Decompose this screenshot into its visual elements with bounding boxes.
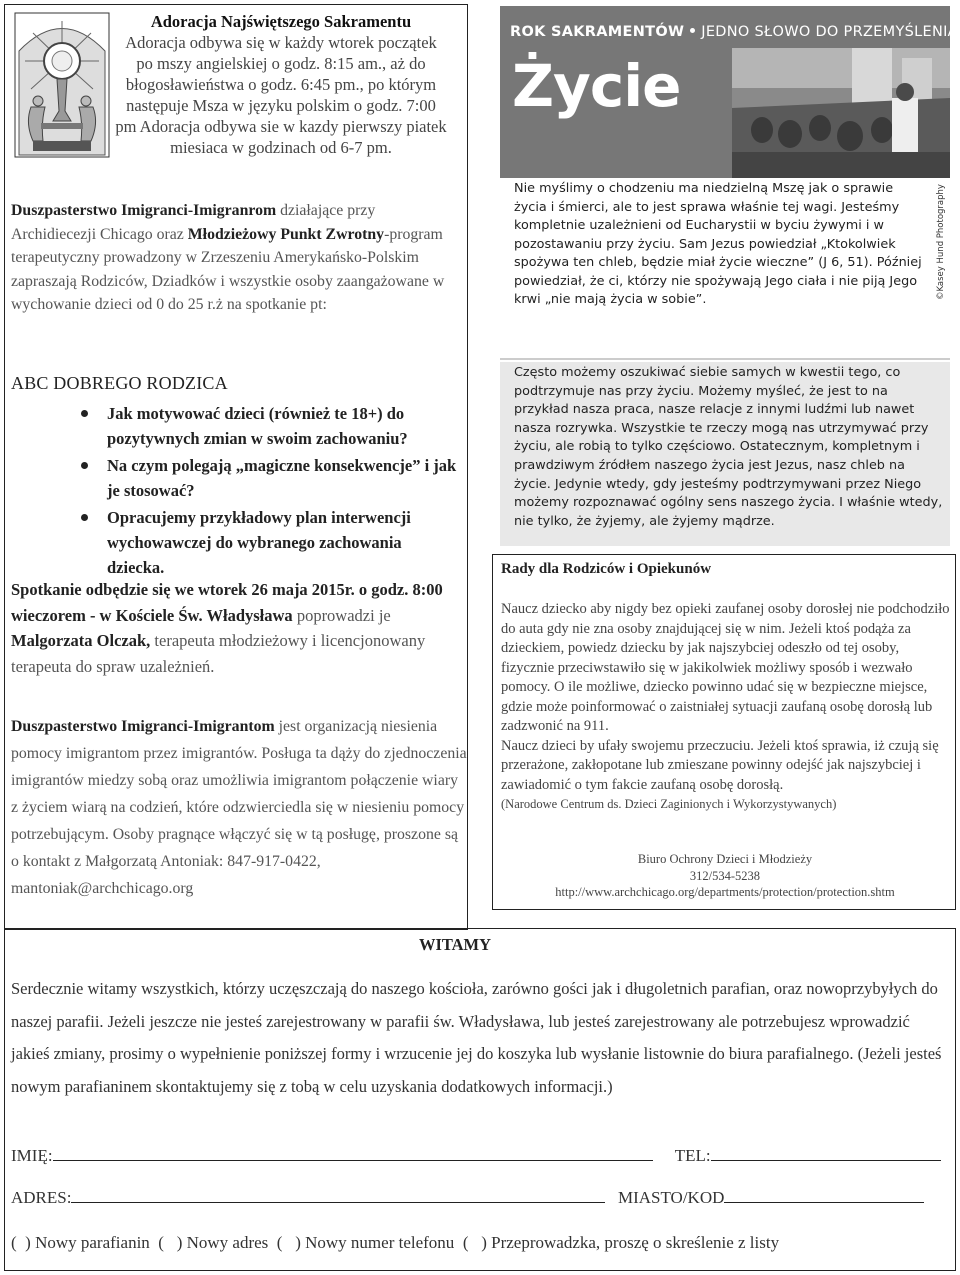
office-name: Biuro Ochrony Dzieci i Młodzieży [637,852,813,866]
option-label: Przeprowadzka, proszę o skreślenie z listy [491,1233,780,1252]
ministry2-name: Duszpasterstwo Imigranci-Imigrantom [11,718,275,735]
ministry-name: Duszpasterstwo Imigranci-Imigranrom [11,202,277,219]
welcome-title: WITAMY [418,935,492,954]
church-photo [732,48,950,178]
series-label: ROK SAKRAMENTÓW [510,24,685,40]
welcome-text: Serdecznie witamy wszystkich, którzy uczęszczają do naszego kościoła, zarówno gości jak i długoletnich parafian, oraz nowoprzybyłych do naszej parafii. Jeżeli jeszcze nie jesteś zarejestrowany w parafii św. Władysława, lub jesteś zarejestrowany ale potrzebujesz wprowadzić jakieś zmiany, prosimy o wypełnienie poniższej formy i wrzucenie jej do koszyka lub wysłanie listownie do biura parafialnego. (Jeżeli jesteś nowym parafianinem skontaktujemy się z tobą w celu uzyskania dodatkowych informacji.) [11,979,942,1096]
option-moving[interactable]: ( ) Przeprowadzka, proszę o skreślenie z listy [458,1233,780,1252]
form-row-name [11,1145,941,1166]
advice-paragraph: Naucz dzieci by ufały swojemu przeczuciu. Jeżeli ktoś sprawia, iż czują się przerażone, zakłopotane lub zmieszane powinny odejść jak najszybciej i zawiadomić o tym fakcie zaufaną osobę dorosłą. [501,737,939,793]
meeting-date: Spotkanie odbędzie się we wtorek 26 maja 2015r. o godz. 8:00 wieczorem - w Kościele Św. Władysława [11,580,443,625]
insert-banner [500,6,958,178]
ministry-text-1: działające przy Archidiecezji Chicago oraz [11,202,376,243]
abc-topics-list [11,401,463,582]
option-new-parishioner[interactable]: ( ) Nowy parafianin [11,1233,150,1252]
ministry-text-2: -program terapeutyczny prowadzony w Zrzeszeniu Amerykańsko-Polskim zapraszają Rodziców, Dziadków i wszystkie osoby zaangażowane w wychowanie dzieci od 0 do 25 r.ż na spotkanie pt: [11,225,445,313]
topic-text: Na czym polegają „magiczne konsekwencje” i jak je stosować? [107,456,457,500]
form-row-options [11,1233,779,1253]
address-label: ADRES: [11,1188,72,1207]
series-subtitle: JEDNO SŁOWO DO PRZEMYŚLENIA [701,24,958,40]
office-phone: 312/534-5238 [689,868,761,883]
parent-advice-box [492,554,956,910]
welcome-box [4,928,956,1271]
advice-footer [493,851,957,901]
adoration-title: Adoracja Najświętszego Sakramentu [150,12,412,31]
option-label: Nowy parafianin [35,1233,150,1252]
name-label: IMIĘ: [11,1146,53,1165]
advice-paragraph: Naucz dziecko aby nigdy bez opieki zaufanej osoby dorosłej nie podchodziło do auta gdy nie zna osoby znajdującej się w nim. Jeżeli ktoś podąża za dzieckiem, powiedz dziecku by jak najszybciej odeszło od tej osoby, fizycznie przeciwstawiło się w jakikolwiek możliwy sposób i wezwało pomocy. O ile możliwe, dziecko powinno udać się w bezpieczne miejsce, gdzie może poinformować o zaistniałej sytuacji zaufaną osobę dorosłą lub zadzwonić na 911. [501,601,950,734]
advice-source: (Narodowe Centrum ds. Dzieci Zaginionych i Wykorzystywanych) [501,797,837,811]
ministry-announcement [11,199,463,317]
bulletin-insert [500,6,958,546]
photo-credit-text: ©Kasey Hund Photography [936,184,946,300]
option-new-address[interactable]: ( ) Nowy adres [154,1233,269,1252]
bullet-icon [81,462,88,469]
separator-dot-icon [690,28,695,33]
adoration-line: po mszy angielskiej o godz. 8:15 am., aż do [136,54,426,73]
meeting-text-1: poprowadzi je [292,605,391,625]
office-url: http://www.archchicago.org/departments/protection/protection.shtm [555,885,895,899]
meeting-details [11,577,463,679]
option-new-phone[interactable]: ( ) Nowy numer telefonu [272,1233,455,1252]
insert-paragraph-1a: Nie myślimy o chodzeniu ma niedzielną Mszę jak o sprawie życia i śmierci, ale to jest sprawa właśnie tej wagi. Jesteśmy kompletnie uzależnieni od Eucharystii w byciu żywymi i w pozostawaniu przy życiu. Sam Jezus powiedział „Ktokolwiek [514,181,900,252]
insert-paragraph-1 [514,180,922,310]
bullet-icon [81,410,88,417]
advice-title: Rady dla Rodziców i Opiekunów [501,561,712,577]
topic-text: Opracujemy przykładowy plan interwencji wychowawczej do wybranego zachowania dziecka. [107,508,411,577]
youth-center-name: Młodzieżowy Punkt Zwrotny [187,225,385,243]
insert-series [510,24,958,40]
meeting-text-2: terapeuta młodzieżowy i licencjonowany terapeuta do spraw uzależnień. [11,631,426,676]
advice-body [501,600,951,815]
ministry-info [11,713,467,902]
phone-label: TEL: [674,1146,711,1165]
adoration-notice [97,11,465,158]
list-item [11,401,463,451]
topic-text: Jak motywować dzieci (również te 18+) do pozytywnych zmian w swoim zachowaniu? [107,404,408,448]
adoration-line: miesiaca w godzinach od 6-7 pm. [170,138,392,157]
option-label: Nowy numer telefonu [305,1233,455,1252]
insert-paragraph-2: Często możemy oszukiwać siebie samych w kwestii tego, co podtrzymuje nas przy życiu. Możemy myśleć, że jest to na przykład nasza praca, nasze relacje z innymi ludźmi lub nawet nasza rozrywka. Wszystkie te rzeczy mogą nas utrzymywać przy życiu, ale robią to tylko częściowo. Ostatecznym, kompletnym i prawdziwym źródłem naszego życia jest Jezus, nasz chleb na życie. Jedynie wtedy, gdy jesteśmy podtrzymywani przez Niego możemy rozpoznawać ogólny sens naszego życia. I właśnie wtedy, nie tylko, że żyjemy, ale żyjemy mądrze. [500,362,950,546]
insert-title: Życie [512,52,681,120]
adoration-line: błogosławieństwa o godz. 6:45 pm., po którym [125,75,437,94]
phone-field[interactable] [711,1145,941,1161]
list-item [11,505,463,580]
city-label: MIASTO/KOD [617,1188,725,1207]
ministry2-text: jest organizacją niesienia pomocy imigrantom przez imigrantów. Posługa ta dąży do zjednoczenia imigrantów miedzy sobą oraz umożliwia imigrantom połączenie wiary z życiem wiarą na codzień, które odzwierciedla się w niesieniu pomocy potrzebującym. Osoby pragnące włączyć się w tą posługę, proszone są o kontakt z Małgorzatą Antoniak: 847-917-0422, mantoniak@archchicago.org [11,718,467,897]
adoration-line: następuje Msza w języku polskim o godz. 7:00 [126,96,436,115]
city-field[interactable] [724,1187,924,1203]
address-field[interactable] [71,1187,605,1203]
form-row-address [11,1187,924,1208]
left-column-box [4,4,468,930]
bullet-icon [81,514,88,521]
list-item [11,453,463,503]
abc-title: ABC DOBREGO RODZICA [11,373,228,393]
insert-divider [500,358,950,360]
presenter-name: Malgorzata Olczak, [11,631,151,650]
option-label: Nowy adres [186,1233,269,1252]
insert-paragraph-1b: spożywa ten chleb, będzie miał życie wieczne” (J 6, 51). Później powiedział, że ci, którzy nie spożywają Jego ciała i nie piją Jego krwi „nie mają życia w sobie”. [514,255,922,307]
name-field[interactable] [53,1145,653,1161]
adoration-line: Adoracja odbywa się w każdy wtorek początek [125,33,437,52]
adoration-line: pm Adoracja odbywa sie w kazdy pierwszy piatek [115,117,447,136]
